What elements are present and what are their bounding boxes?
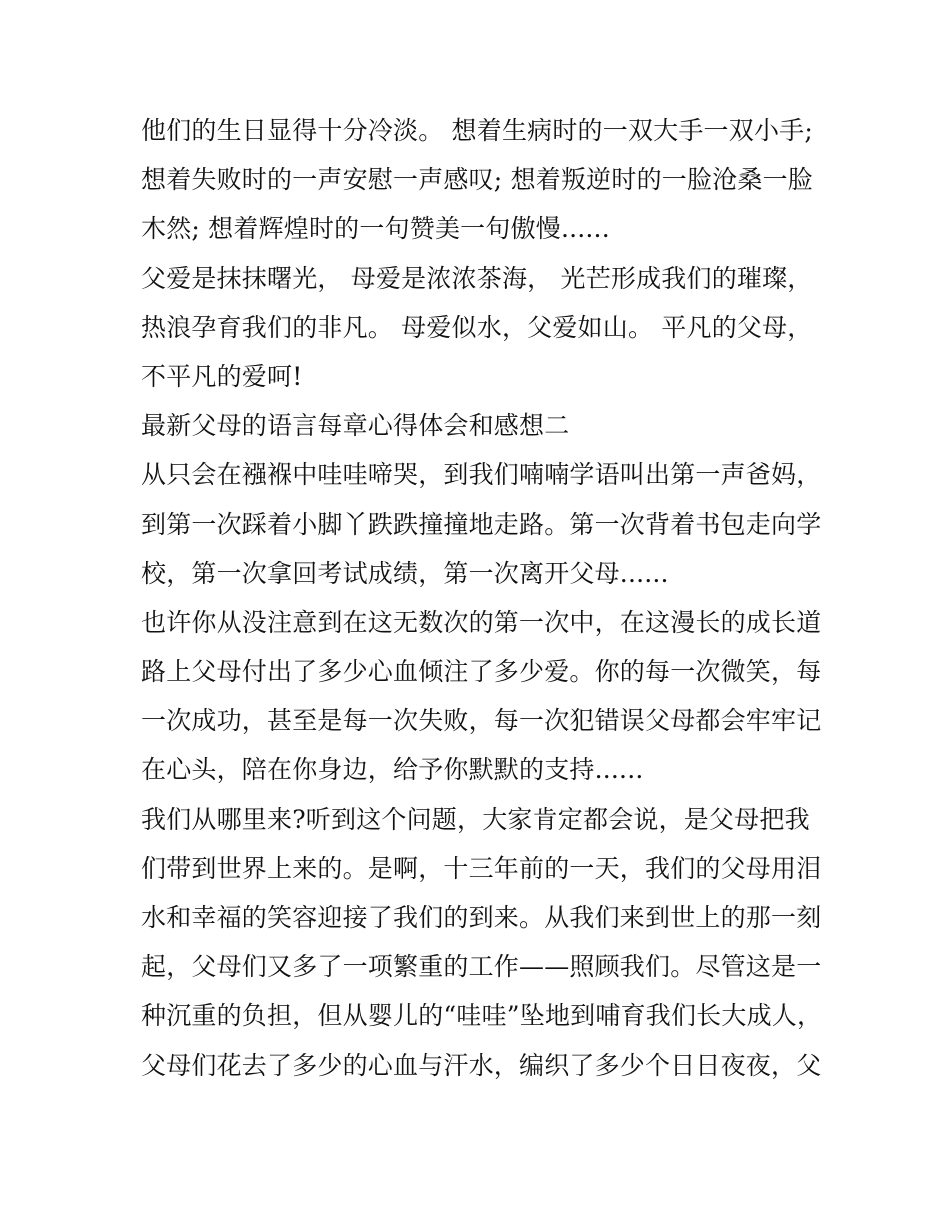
body-text [141, 106, 821, 1090]
text-line: 到第一次踩着小脚丫跌跌撞撞地走路。第一次背着书包走向学 [141, 509, 822, 539]
text-line: 父母们花去了多少的心血与汗水，编织了多少个日日夜夜，父 [141, 1050, 822, 1080]
text-line: 热浪孕育我们的非凡。 母爱似水，父爱如山。 平凡的父母， [141, 312, 813, 342]
text-line: 校，第一次拿回考试成绩，第一次离开父母...... [141, 558, 669, 588]
text-line: 路上父母付出了多少心血倾注了多少爱。你的每一次微笑，每 [141, 657, 822, 687]
text-line: 种沉重的负担，但从婴儿的“哇哇”坠地到哺育我们长大成人， [141, 1001, 823, 1031]
text-line: 从只会在襁褓中哇哇啼哭，到我们喃喃学语叫出第一声爸妈， [141, 460, 822, 490]
text-line: 一次成功，甚至是每一次失败，每一次犯错误父母都会牢牢记 [141, 706, 822, 736]
text-line: 也许你从没注意到在这无数次的第一次中，在这漫长的成长道 [141, 607, 822, 637]
text-line: 水和幸福的笑容迎接了我们的到来。从我们来到世上的那一刻 [141, 903, 822, 932]
text-line: 他们的生日显得十分冷淡。 想着生病时的一双大手一双小手; [141, 116, 813, 145]
text-line: 们带到世界上来的。是啊，十三年前的一天，我们的父母用泪 [141, 853, 822, 883]
text-line: 木然; 想着辉煌时的一句赞美一句傲慢...... [141, 214, 610, 244]
text-line: 我们从哪里来?听到这个问题，大家肯定都会说，是父母把我 [141, 804, 810, 834]
text-line: 起，父母们又多了一项繁重的工作——照顾我们。尽管这是一 [141, 952, 822, 982]
text-line: 父爱是抹抹曙光， 母爱是浓浓茶海， 光芒形成我们的璀璨， [141, 263, 813, 293]
section-heading: 最新父母的语言每章心得体会和感想二 [141, 411, 570, 441]
text-line: 不平凡的爱呵! [141, 361, 303, 391]
text-line: 在心头，陪在你身边，给予你默默的支持...... [141, 755, 644, 785]
text-line: 想着失败时的一声安慰一声感叹; 想着叛逆时的一脸沧桑一脸 [141, 165, 813, 195]
